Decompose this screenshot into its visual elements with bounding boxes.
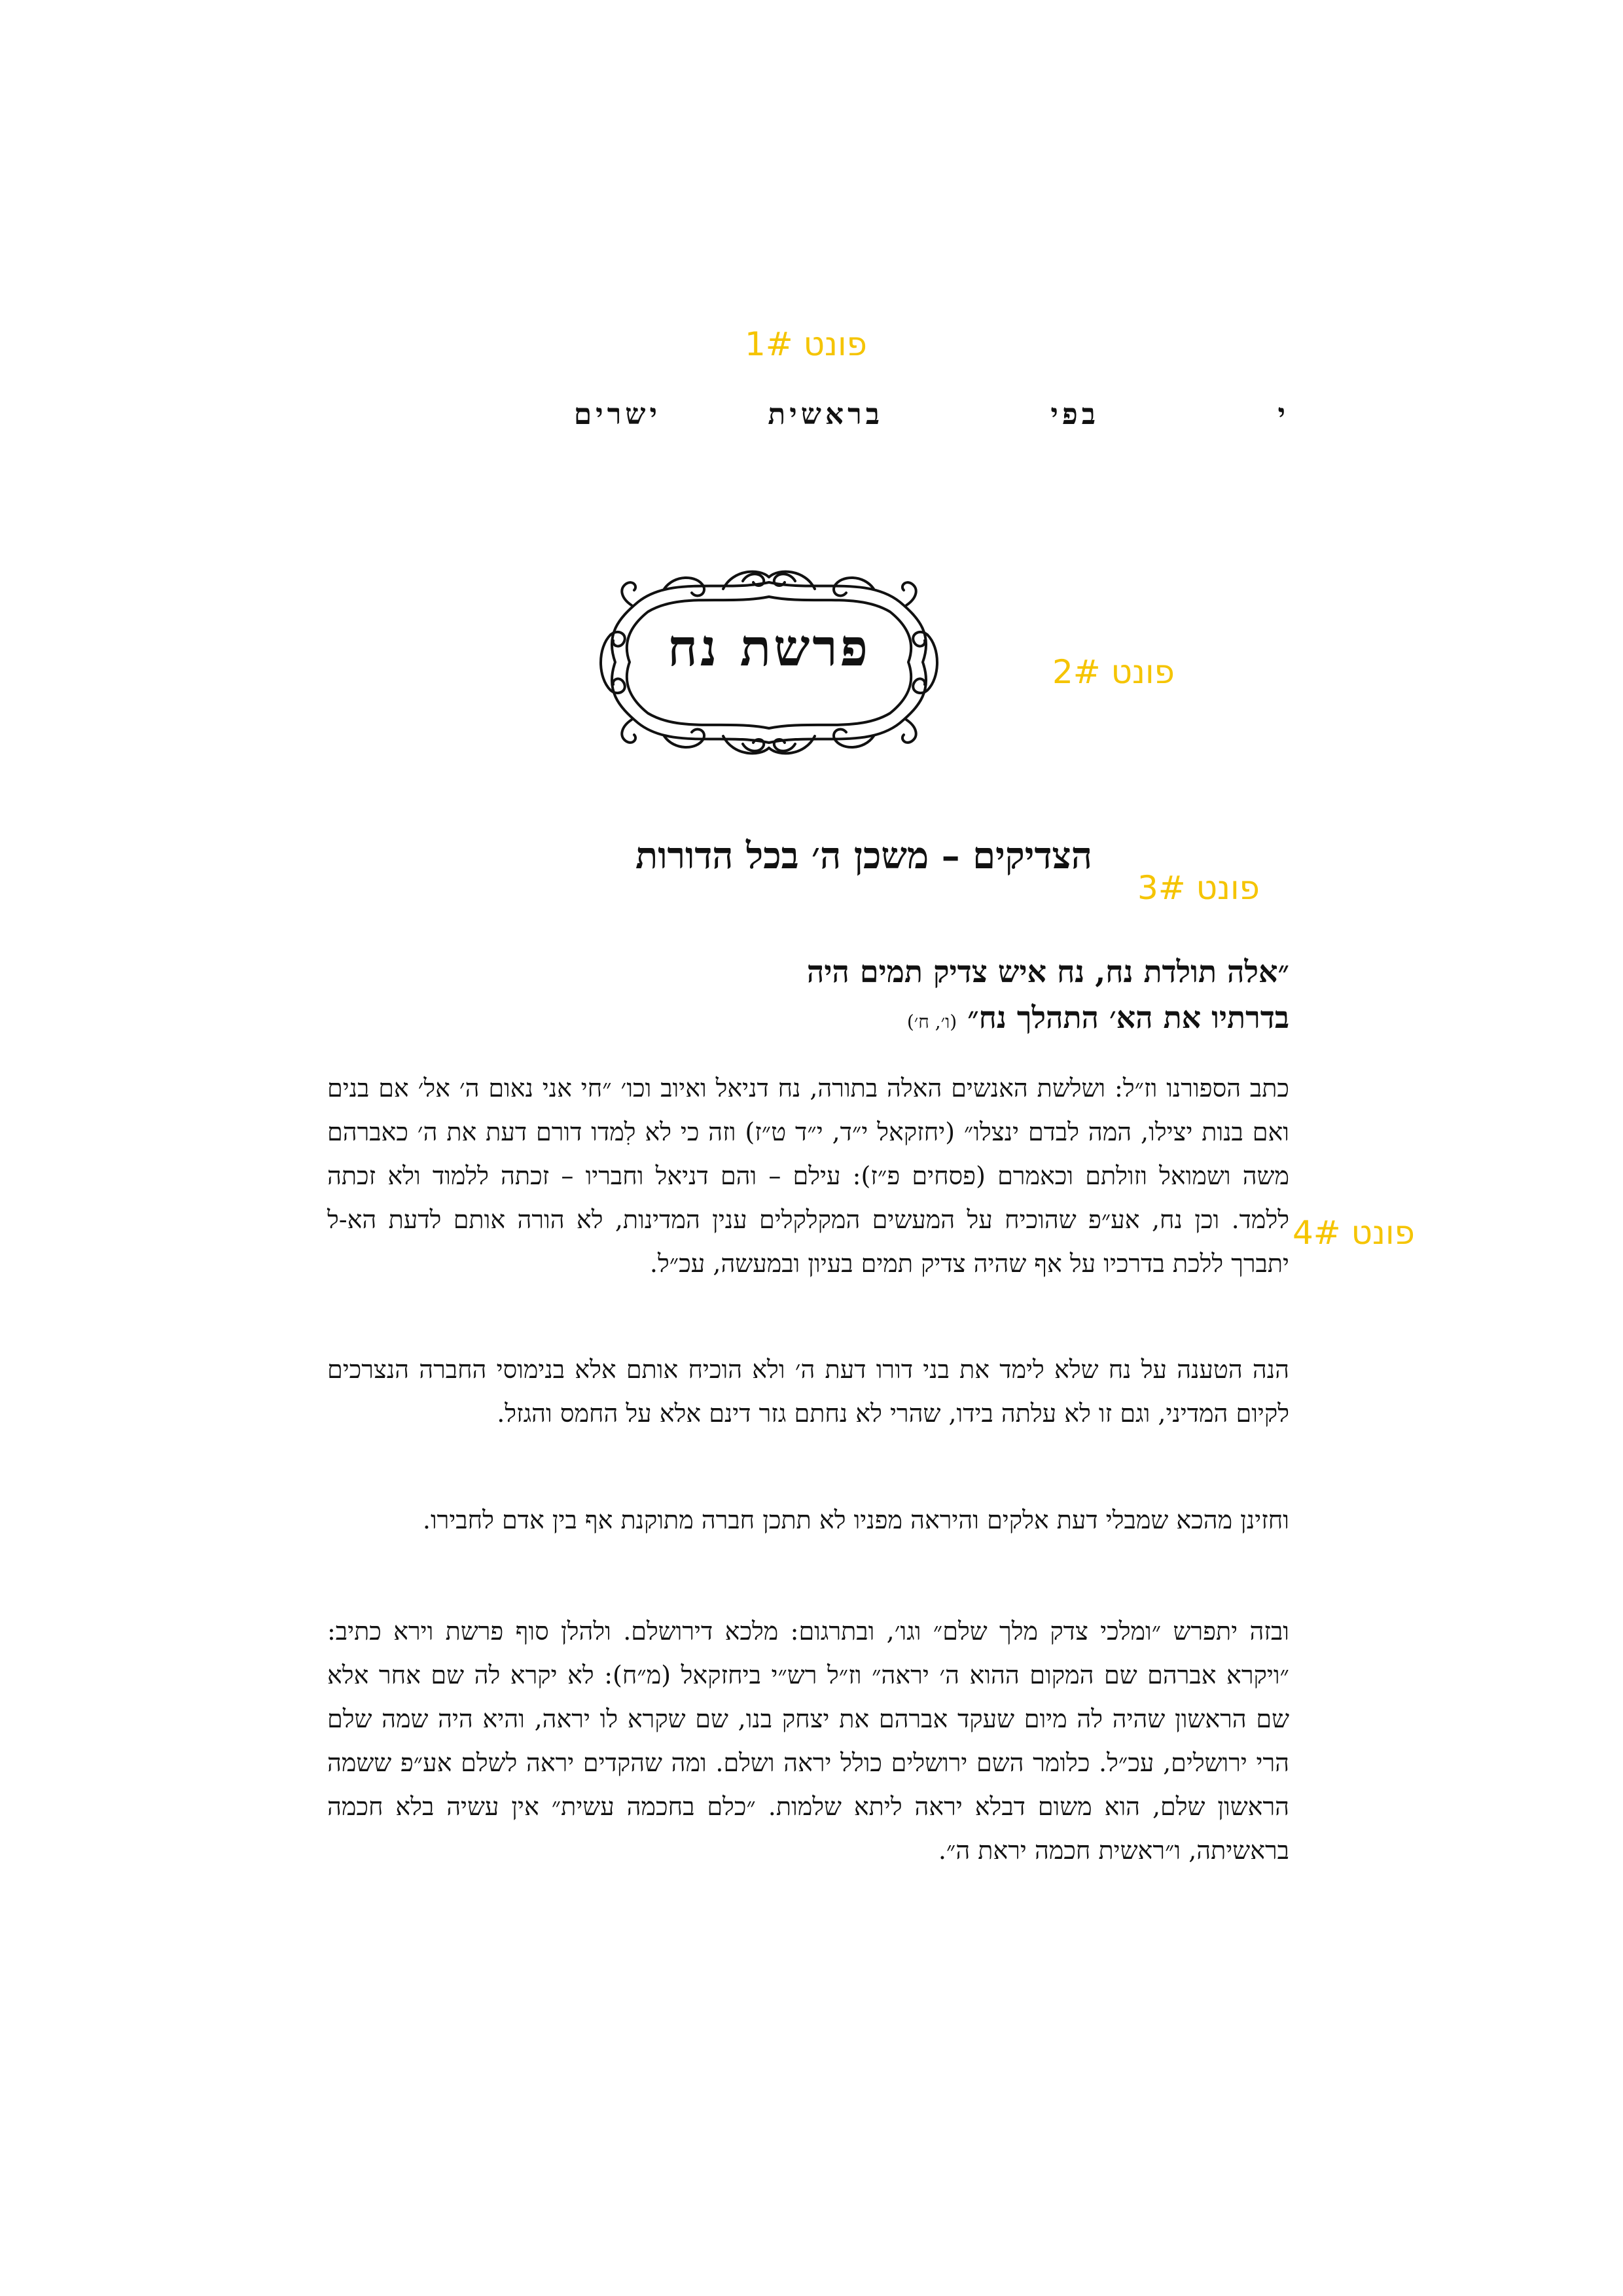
- font-label-1: פונט 1#: [745, 325, 867, 363]
- verse-block: [327, 949, 1289, 1045]
- paragraph-1: כתב הספורנו וז״ל: ושלשת האנשים האלה בתורה, נח דניאל ואיוב וכו׳ ״חי אני נאום ה׳ אל׳ אם בנים ואם בנות יצילו, המה לבדם ינצלו״ (יחזקאל י״ד, י״ד ט״ז) וזה כי לא לִמדו דורם דעת את ה׳ כאברהם משה ושמואל וזולתם וכאמרם (פסחים פ״ז): עילם – והם דניאל וחבריו – זכתה ללמוד ולא זכתה ללמד. וכן נח, אע״פ שהוכיח על המעשים המקלקלים ענין המדינות, לא הורה אותם לדעת הא-ל יתברך ללכת בדרכיו על אף שהיה צדיק תמים בעיון ובמעשה, עכ״ל.: [327, 1074, 1289, 1278]
- verse-line-2: בדרתיו את הא׳ התהלך נח״: [967, 1000, 1289, 1035]
- running-head: [510, 398, 1289, 444]
- paragraph-2: הנה הטענה על נח שלא לימד את בני דורו דעת ה׳ ולא הוכיח אותם אלא בנימוסי החברה הנצרכים לקיום המדיני, וגם זו לא עלתה בידו, שהרי לא נחתם גזר דינם אלא על החמס והגזל.: [327, 1355, 1289, 1428]
- paragraph-4: ובזה יתפרש ״ומלכי צדק מלך שלם״ וגו׳, ובתרגום: מלכא דירושלם. ולהלן סוף פרשת וירא כתיב: ״ויקרא אברהם שם המקום ההוא ה׳ יראה״ וז״ל רש״י ביחזקאל (מ״ח): לא יקרא לה שם אחר אלא שם הראשון שהיה לה מיום שעקד אברהם את יצחק בנו, שם שקרא לו יראה, והיא היה שמה שלם הרי ירושלים, עכ״ל. כלומר השם ירושלים כולל יראה ושלם. ומה שהקדים יראה לשלם אע״פ ששמה הראשון שלם, הוא משום דבלא יראה ליתא שלמות. ״כלם בחכמה עשית״ אין עשיה בלא חכמה בראשיתה, ו״ראשית חכמה יראת ה״.: [327, 1617, 1289, 1865]
- verse-source: (ו׳, ח׳): [906, 1011, 957, 1033]
- parasha-title: פרשת נח: [667, 618, 871, 678]
- main-heading: הצדיקים – משכן ה׳ בכל הדורות: [635, 834, 1092, 877]
- font-label-2: פונט 2#: [1052, 653, 1175, 691]
- running-head-word-3: ישרים: [573, 398, 661, 431]
- verse-line-2-wrap: [327, 995, 1289, 1045]
- font-label-4: פונט 4#: [1293, 1214, 1415, 1252]
- running-head-word-2: בראשית: [768, 398, 883, 431]
- paragraph-3: וחזינן מהכא שמבלי דעת אלקים והיראה מפניו לא תתכן חברה מתוקנת אף בין אדם לחבירו.: [422, 1506, 1289, 1534]
- page-number: י: [1277, 398, 1289, 431]
- running-head-word-1: בפי: [1050, 398, 1099, 431]
- verse-line-1: ״אלה תולדת נח, נח איש צדיק תמים היה: [806, 954, 1289, 989]
- font-label-3: פונט 3#: [1137, 869, 1260, 907]
